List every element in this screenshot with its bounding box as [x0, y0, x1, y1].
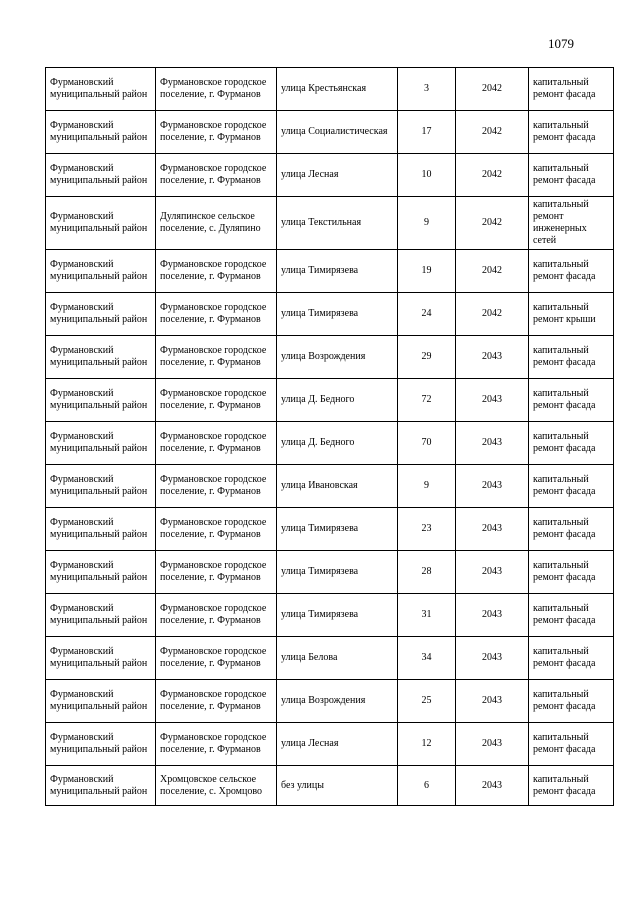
table-row — [46, 766, 614, 806]
district-cell: Фурмановский муниципальный район — [46, 422, 156, 465]
house-number-cell: 24 — [398, 293, 456, 336]
house-number-cell: 72 — [398, 379, 456, 422]
settlement-cell: Фурмановское городское поселение, г. Фурманов — [156, 594, 277, 637]
work-type-cell: капитальный ремонт крыши — [529, 293, 614, 336]
work-type-cell: капитальный ремонт фасада — [529, 551, 614, 594]
street-cell: улица Тимирязева — [277, 594, 398, 637]
year-cell: 2042 — [456, 68, 529, 111]
street-cell: улица Тимирязева — [277, 508, 398, 551]
year-cell: 2042 — [456, 293, 529, 336]
work-type-cell: капитальный ремонт фасада — [529, 68, 614, 111]
settlement-cell: Фурмановское городское поселение, г. Фурманов — [156, 422, 277, 465]
street-cell: улица Возрождения — [277, 680, 398, 723]
house-number-cell: 23 — [398, 508, 456, 551]
street-cell: без улицы — [277, 766, 398, 806]
work-type-cell: капитальный ремонт фасада — [529, 465, 614, 508]
year-cell: 2043 — [456, 680, 529, 723]
house-number-cell: 19 — [398, 250, 456, 293]
year-cell: 2042 — [456, 111, 529, 154]
house-number-cell: 10 — [398, 154, 456, 197]
settlement-cell: Фурмановское городское поселение, г. Фурманов — [156, 680, 277, 723]
table-row — [46, 68, 614, 111]
table-row — [46, 154, 614, 197]
year-cell: 2043 — [456, 336, 529, 379]
district-cell: Фурмановский муниципальный район — [46, 154, 156, 197]
table-row — [46, 594, 614, 637]
house-number-cell: 70 — [398, 422, 456, 465]
year-cell: 2043 — [456, 508, 529, 551]
year-cell: 2043 — [456, 766, 529, 806]
work-type-cell: капитальный ремонт фасада — [529, 154, 614, 197]
house-number-cell: 25 — [398, 680, 456, 723]
table-row — [46, 422, 614, 465]
settlement-cell: Фурмановское городское поселение, г. Фурманов — [156, 551, 277, 594]
year-cell: 2042 — [456, 197, 529, 250]
work-type-cell: капитальный ремонт фасада — [529, 336, 614, 379]
house-number-cell: 9 — [398, 197, 456, 250]
district-cell: Фурмановский муниципальный район — [46, 637, 156, 680]
district-cell: Фурмановский муниципальный район — [46, 723, 156, 766]
house-number-cell: 3 — [398, 68, 456, 111]
year-cell: 2043 — [456, 379, 529, 422]
district-cell: Фурмановский муниципальный район — [46, 250, 156, 293]
table-body — [46, 68, 614, 806]
district-cell: Фурмановский муниципальный район — [46, 766, 156, 806]
settlement-cell: Фурмановское городское поселение, г. Фурманов — [156, 637, 277, 680]
district-cell: Фурмановский муниципальный район — [46, 111, 156, 154]
house-number-cell: 34 — [398, 637, 456, 680]
house-number-cell: 29 — [398, 336, 456, 379]
table-row — [46, 637, 614, 680]
year-cell: 2043 — [456, 723, 529, 766]
table-row — [46, 250, 614, 293]
district-cell: Фурмановский муниципальный район — [46, 551, 156, 594]
table-row — [46, 293, 614, 336]
street-cell: улица Ивановская — [277, 465, 398, 508]
work-type-cell: капитальный ремонт фасада — [529, 379, 614, 422]
house-number-cell: 12 — [398, 723, 456, 766]
settlement-cell: Фурмановское городское поселение, г. Фурманов — [156, 68, 277, 111]
work-type-cell: капитальный ремонт фасада — [529, 680, 614, 723]
settlement-cell: Хромцовское сельское поселение, с. Хромцово — [156, 766, 277, 806]
district-cell: Фурмановский муниципальный район — [46, 594, 156, 637]
work-type-cell: капитальный ремонт фасада — [529, 508, 614, 551]
house-number-cell: 6 — [398, 766, 456, 806]
work-type-cell: капитальный ремонт фасада — [529, 766, 614, 806]
street-cell: улица Тимирязева — [277, 293, 398, 336]
year-cell: 2043 — [456, 465, 529, 508]
district-cell: Фурмановский муниципальный район — [46, 680, 156, 723]
table-row — [46, 465, 614, 508]
district-cell: Фурмановский муниципальный район — [46, 465, 156, 508]
street-cell: улица Д. Бедного — [277, 422, 398, 465]
street-cell: улица Лесная — [277, 154, 398, 197]
settlement-cell: Фурмановское городское поселение, г. Фурманов — [156, 336, 277, 379]
street-cell: улица Тимирязева — [277, 551, 398, 594]
work-type-cell: капитальный ремонт фасада — [529, 723, 614, 766]
table-row — [46, 508, 614, 551]
street-cell: улица Тимирязева — [277, 250, 398, 293]
table-row — [46, 680, 614, 723]
district-cell: Фурмановский муниципальный район — [46, 293, 156, 336]
district-cell: Фурмановский муниципальный район — [46, 379, 156, 422]
work-type-cell: капитальный ремонт фасада — [529, 111, 614, 154]
work-type-cell: капитальный ремонт фасада — [529, 250, 614, 293]
work-type-cell: капитальный ремонт инженерных сетей — [529, 197, 614, 250]
settlement-cell: Дуляпинское сельское поселение, с. Дуляпино — [156, 197, 277, 250]
settlement-cell: Фурмановское городское поселение, г. Фурманов — [156, 465, 277, 508]
settlement-cell: Фурмановское городское поселение, г. Фурманов — [156, 379, 277, 422]
table-row — [46, 551, 614, 594]
street-cell: улица Д. Бедного — [277, 379, 398, 422]
street-cell: улица Крестьянская — [277, 68, 398, 111]
year-cell: 2043 — [456, 551, 529, 594]
year-cell: 2043 — [456, 594, 529, 637]
year-cell: 2042 — [456, 250, 529, 293]
settlement-cell: Фурмановское городское поселение, г. Фурманов — [156, 250, 277, 293]
work-type-cell: капитальный ремонт фасада — [529, 422, 614, 465]
house-number-cell: 9 — [398, 465, 456, 508]
table-row — [46, 197, 614, 250]
street-cell: улица Возрождения — [277, 336, 398, 379]
work-type-cell: капитальный ремонт фасада — [529, 637, 614, 680]
settlement-cell: Фурмановское городское поселение, г. Фурманов — [156, 723, 277, 766]
street-cell: улица Белова — [277, 637, 398, 680]
district-cell: Фурмановский муниципальный район — [46, 68, 156, 111]
district-cell: Фурмановский муниципальный район — [46, 508, 156, 551]
year-cell: 2043 — [456, 422, 529, 465]
house-number-cell: 31 — [398, 594, 456, 637]
table-row — [46, 111, 614, 154]
district-cell: Фурмановский муниципальный район — [46, 336, 156, 379]
settlement-cell: Фурмановское городское поселение, г. Фурманов — [156, 154, 277, 197]
settlement-cell: Фурмановское городское поселение, г. Фурманов — [156, 508, 277, 551]
year-cell: 2043 — [456, 637, 529, 680]
year-cell: 2042 — [456, 154, 529, 197]
settlement-cell: Фурмановское городское поселение, г. Фурманов — [156, 293, 277, 336]
page-number: 1079 — [548, 36, 574, 51]
repair-schedule-table — [45, 67, 614, 806]
table-row — [46, 336, 614, 379]
street-cell: улица Социалистическая — [277, 111, 398, 154]
district-cell: Фурмановский муниципальный район — [46, 197, 156, 250]
table-row — [46, 379, 614, 422]
street-cell: улица Лесная — [277, 723, 398, 766]
street-cell: улица Текстильная — [277, 197, 398, 250]
house-number-cell: 17 — [398, 111, 456, 154]
table-row — [46, 723, 614, 766]
settlement-cell: Фурмановское городское поселение, г. Фурманов — [156, 111, 277, 154]
house-number-cell: 28 — [398, 551, 456, 594]
work-type-cell: капитальный ремонт фасада — [529, 594, 614, 637]
